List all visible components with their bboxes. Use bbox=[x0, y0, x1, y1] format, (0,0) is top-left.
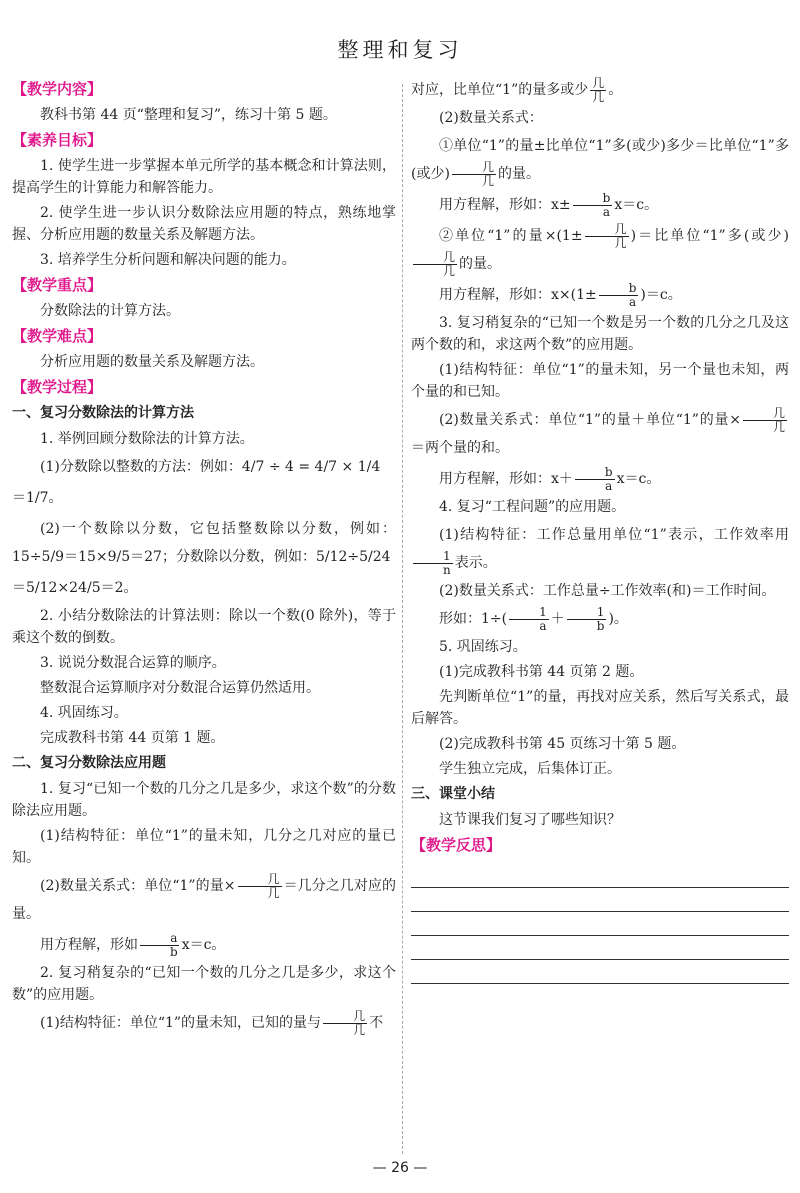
r-item-4-form: 形如：1÷( $\frac{1}{a}$ ＋ $\frac{1}{b}$ )。 bbox=[439, 604, 628, 633]
section-1-heading: 一、复习分数除法的计算方法 bbox=[12, 405, 194, 421]
s1-item-2: 2. 小结分数除法的计算法则：除以一个数(0 除外)，等于乘这个数的倒数。 bbox=[12, 608, 396, 646]
fraction-1-b: $\frac{1}{b}$ bbox=[567, 606, 607, 633]
r-equation-1: 用方程解，形如：x± $\frac{b}{a}$ x＝c。 bbox=[439, 190, 659, 219]
goal-1: 1. 使学生进一步掌握本单元所学的基本概念和计算法则，提高学生的计算能力和解答能力。 bbox=[12, 158, 396, 196]
goal-3: 3. 培养学生分析问题和解决问题的能力。 bbox=[40, 252, 296, 268]
reflection-lines bbox=[411, 864, 789, 984]
r-item-3-relation: (2)数量关系式：单位“1”的量＋单位“1”的量× $\frac{\text{几}}{\text{几}}$ ＝两个量的和。 bbox=[411, 405, 785, 456]
fraction-ji: $\frac{\text{几}}{\text{几}}$ bbox=[585, 223, 629, 250]
tag-key: 【 教学重点 】 bbox=[12, 274, 396, 296]
s2-item-1-relation: (2)数量关系式：单位“1”的量× $\frac{\text{几}}{\text{几}}$ ＝几分之几对应的量。 bbox=[12, 871, 396, 922]
fraction-b-a: $\frac{b}{a}$ bbox=[573, 192, 613, 219]
r-item-5-1: (1)完成教科书第 44 页第 2 题。 bbox=[439, 664, 644, 680]
s1-item-3-text: 整数混合运算顺序对分数混合运算仍然适用。 bbox=[40, 680, 320, 696]
r-relation-heading: (2)数量关系式： bbox=[439, 110, 543, 126]
r-item-3: 3. 复习稍复杂的“已知一个数是另一个数的几分之几及这两个数的和，求这两个数”的应用题。 bbox=[411, 315, 789, 353]
fraction-ji: $\frac{\text{几}}{\text{几}}$ bbox=[452, 161, 496, 188]
r-equation-2: 用方程解，形如：x×(1± $\frac{b}{a}$ )＝c。 bbox=[439, 280, 682, 309]
page-number: — 26 — bbox=[372, 1160, 428, 1176]
fraction-a-b: $\frac{a}{b}$ bbox=[140, 932, 180, 959]
section-2-heading: 二、复习分数除法应用题 bbox=[12, 755, 166, 771]
r-item-5-2: (2)完成教科书第 45 页练习十第 5 题。 bbox=[439, 736, 686, 752]
r-item-5-1-note: 先判断单位“1”的量，再找对应关系，然后写关系式，最后解答。 bbox=[411, 689, 789, 727]
tag-content: 【 教学内容 】 bbox=[12, 78, 396, 100]
r-item-4: 4. 复习“工程问题”的应用题。 bbox=[439, 499, 626, 515]
writing-line bbox=[411, 960, 789, 984]
formula-3-result: ＝5/12×24/5＝2。 bbox=[12, 580, 138, 596]
s2-item-1-equation: 用方程解，形如 $\frac{a}{b}$ x＝c。 bbox=[40, 930, 226, 959]
fraction-ji: $\frac{\text{几}}{\text{几}}$ bbox=[323, 1010, 367, 1037]
formula-2: 15÷5/9＝15×9/5＝27 bbox=[12, 549, 162, 565]
key-text: 分数除法的计算方法。 bbox=[40, 303, 180, 319]
r-item-3-structure: (1)结构特征：单位“1”的量未知，另一个量也未知，两个量的和已知。 bbox=[411, 362, 789, 400]
tag-difficulty: 【 教学难点 】 bbox=[12, 325, 396, 347]
s1-item-4: 4. 巩固练习。 bbox=[40, 705, 128, 721]
fraction-ji: $\frac{\text{几}}{\text{几}}$ bbox=[743, 407, 787, 434]
r-item-3-equation: 用方程解，形如：x＋ $\frac{b}{a}$ x＝c。 bbox=[439, 464, 661, 493]
r-item-5: 5. 巩固练习。 bbox=[439, 639, 527, 655]
writing-line bbox=[411, 864, 789, 888]
formula-1-result: ＝1/7。 bbox=[12, 490, 63, 506]
s1-item-1b: (2)一个数除以分数，它包括整数除以分数，例如：15÷5/9＝15×9/5＝27；分数除以分数，例如：5/12÷5/24 bbox=[12, 521, 396, 565]
difficulty-text: 分析应用题的数量关系及解题方法。 bbox=[40, 354, 264, 370]
column-divider bbox=[402, 84, 403, 1154]
fraction-ji: $\frac{\text{几}}{\text{几}}$ bbox=[238, 873, 282, 900]
r-item-4-relation: (2)数量关系式：工作总量÷工作效率(和)＝工作时间。 bbox=[439, 583, 776, 599]
r-continuation: 对应，比单位“1”的量多或少 $\frac{\text{几}}{\text{几}}$ 。 bbox=[411, 75, 623, 104]
fraction-ji: $\frac{\text{几}}{\text{几}}$ bbox=[413, 251, 457, 278]
fraction-b-a: $\frac{b}{a}$ bbox=[575, 466, 615, 493]
r-item-5-2-note: 学生独立完成，后集体订正。 bbox=[439, 761, 621, 777]
fraction-1-n: $\frac{1}{n}$ bbox=[413, 550, 453, 577]
writing-line bbox=[411, 912, 789, 936]
formula-1: 4/7 ÷ 4 = 4/7 × 1/4 bbox=[241, 459, 381, 475]
tag-goals: 【 素养目标 】 bbox=[12, 129, 396, 151]
fraction-b-a: $\frac{b}{a}$ bbox=[599, 282, 639, 309]
right-column bbox=[411, 76, 789, 984]
s1-item-4-text: 完成教科书第 44 页第 1 题。 bbox=[40, 730, 225, 746]
s2-item-1: 1. 复习“已知一个数的几分之几是多少，求这个数”的分数除法应用题。 bbox=[12, 781, 396, 819]
formula-3: 5/12÷5/24 bbox=[315, 549, 391, 565]
goal-2: 2. 使学生进一步认识分数除法应用题的特点，熟练地掌握、分析应用题的数量关系及解题方法。 bbox=[12, 205, 396, 243]
fraction-1-a: $\frac{1}{a}$ bbox=[509, 606, 549, 633]
s1-item-1a: (1)分数除以整数的方法：例如：4/7 ÷ 4 = 4/7 × 1/4 bbox=[40, 459, 381, 475]
left-column bbox=[12, 76, 396, 1040]
r-item-4-structure: (1)结构特征：工作总量用单位“1”表示，工作效率用 $\frac{1}{n}$ 表示。 bbox=[411, 521, 789, 577]
s1-item-3: 3. 说说分数混合运算的顺序。 bbox=[40, 655, 226, 671]
s2-item-2-structure: (1)结构特征：单位“1”的量未知，已知的量与 $\frac{\text{几}}{\text{几}}$ 不 bbox=[40, 1008, 384, 1037]
s1-item-1: 1. 举例回顾分数除法的计算方法。 bbox=[40, 431, 254, 447]
writing-line bbox=[411, 936, 789, 960]
section-3-heading: 三、课堂小结 bbox=[411, 786, 495, 802]
fraction-ji: $\frac{\text{几}}{\text{几}}$ bbox=[592, 75, 605, 104]
tag-reflection: 【 教学反思 】 bbox=[411, 834, 789, 856]
page-title: 整理和复习 bbox=[337, 38, 463, 62]
tag-process: 【 教学过程 】 bbox=[12, 376, 396, 398]
summary-text: 这节课我们复习了哪些知识？ bbox=[439, 812, 621, 828]
writing-line bbox=[411, 888, 789, 912]
s2-item-1-structure: (1)结构特征：单位“1”的量未知，几分之几对应的量已知。 bbox=[12, 828, 396, 866]
r-relation-1: ①单位“1”的量±比单位“1”多(或少)多少＝比单位“1”多(或少) $\frac{\text{几}}{\text{几}}$ 的量。 bbox=[411, 138, 789, 188]
content-text: 教科书第 44 页“整理和复习”，练习十第 5 题。 bbox=[40, 107, 337, 123]
r-relation-2: ②单位“1”的量×(1± $\frac{\text{几}}{\text{几}}$ )＝比单位“1”多(或少) $\frac{\text{几}}{\text{几}}$ 的量。 bbox=[411, 222, 789, 278]
s2-item-2: 2. 复习稍复杂的“已知一个数的几分之几是多少，求这个数”的应用题。 bbox=[12, 965, 396, 1003]
